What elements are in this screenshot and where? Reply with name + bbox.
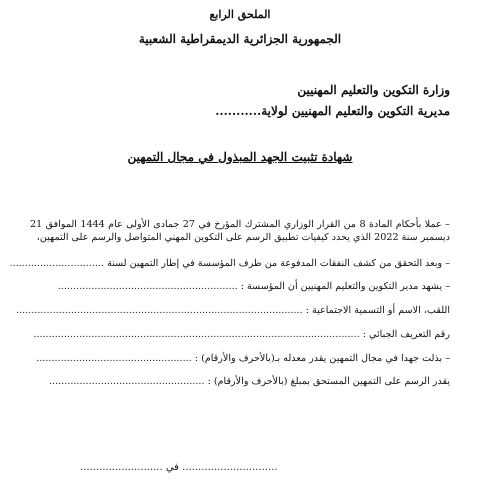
directorate-name: مديرية التكوين والتعليم المهنيين لولاية...........: [215, 104, 450, 118]
field-label: يقدر الرسم على التمهين المستحق بمبلغ (بالأحرف والأرقام) :: [207, 376, 450, 387]
field-tax-amount: [49, 375, 450, 388]
field-effort-rate: [36, 352, 450, 365]
ministry-name: وزارة التكوين والتعليم المهنيين: [297, 83, 450, 97]
field-label: – يشهد مدير التكوين والتعليم المهنيين أن المؤسسة :: [240, 281, 450, 292]
fill-dots: ...................................................: [48, 376, 205, 387]
republic-heading: الجمهورية الجزائرية الديمقراطية الشعبية: [138, 32, 342, 46]
place-date-line: [80, 462, 278, 473]
field-label: اللقب، الاسم أو التسمية الاجتماعية :: [305, 305, 450, 316]
field-name: [16, 304, 450, 317]
place-dots: ..........................: [80, 462, 163, 473]
field-establishment: [58, 280, 450, 293]
fill-dots: ..............................................................................................: [15, 305, 303, 316]
field-verification-year: [9, 257, 450, 270]
in-label: في: [165, 462, 179, 473]
field-label: – بذلت جهدا في مجال التمهين يقدر معدله بـ(بالأحرف والأرقام) :: [194, 353, 450, 364]
field-label: – وبعد التحقق من كشف النفقات المدفوعة من طرف المؤسسة في إطار التمهين لسنة: [107, 258, 450, 269]
fill-dots: ...........................................................: [57, 281, 238, 292]
certificate-title: شهادة تثبيت الجهد المبذول في مجال التمهين: [127, 150, 353, 164]
fill-dots: ...............................: [9, 258, 105, 269]
fill-dots: ...................................................: [36, 353, 192, 364]
field-tax-id: [33, 328, 450, 341]
intro-paragraph: – عملا بأحكام المادة 8 من القرار الوزاري المشترك المؤرخ في 27 جمادى الأولى عام 1444 الموافق 21 ديسمبر سنة 2022 الذي يحدد كيفيات تطبيق الرسم على التكوين المهني المتواصل والرسم على التمهين،: [30, 219, 450, 243]
fill-dots: ...........................................................................................................: [33, 329, 360, 340]
date-dots: ..............................: [182, 462, 278, 473]
field-label: رقم التعريف الجبائي :: [362, 329, 450, 340]
annex-label: الملحق الرابع: [209, 8, 271, 21]
